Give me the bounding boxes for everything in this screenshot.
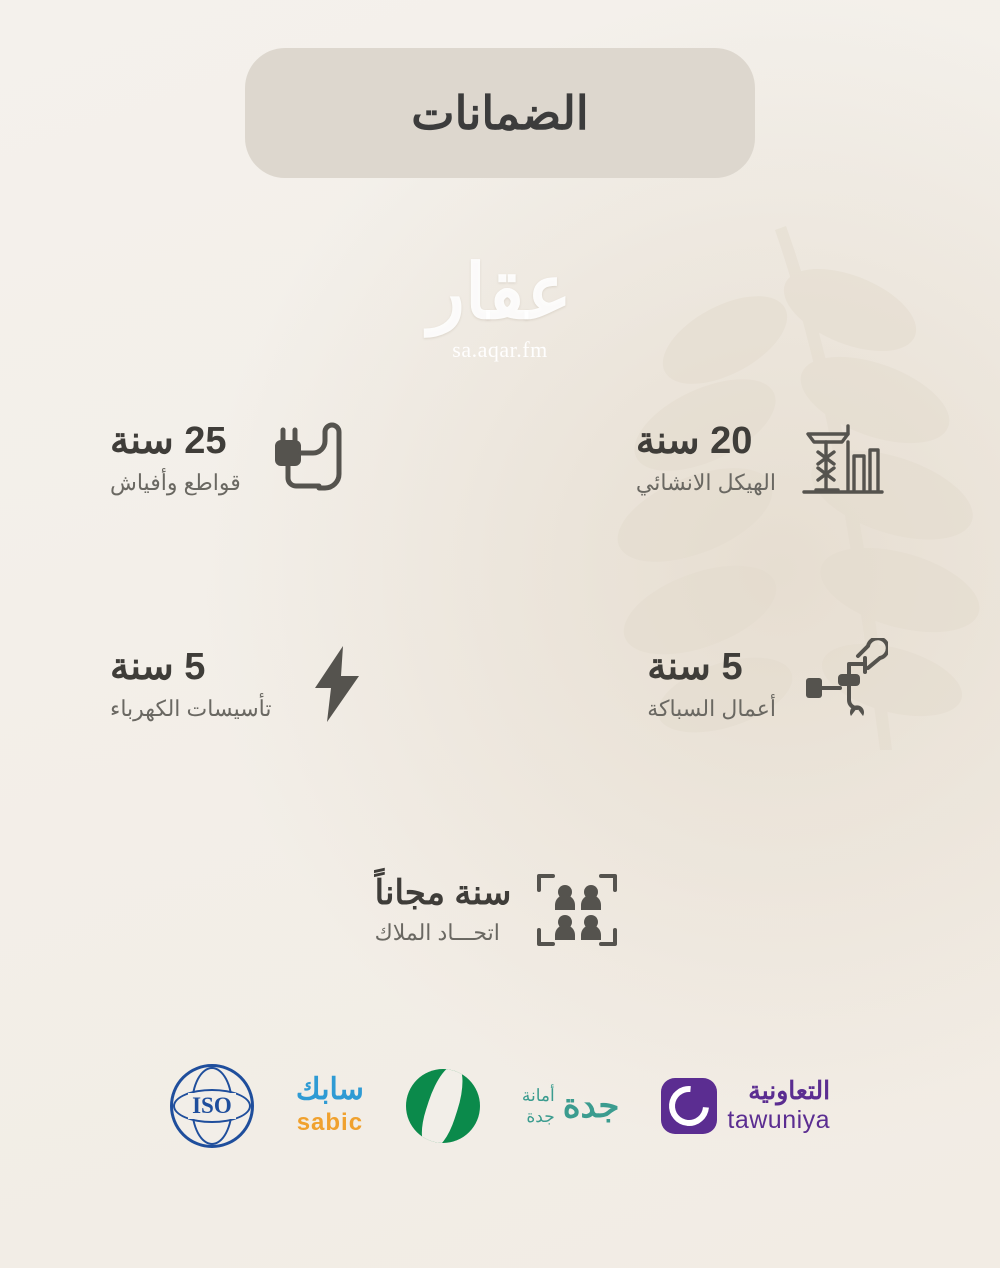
guarantees-list <box>0 410 1000 958</box>
guarantee-headline: سنة مجاناً <box>374 874 512 913</box>
guarantee-item-owners-association <box>375 862 626 958</box>
guarantee-subtitle: الهيكل الانشائي <box>635 469 776 495</box>
guarantee-item-structure <box>636 410 890 506</box>
guarantee-item-electrical-works <box>110 636 385 732</box>
guarantees-row-3 <box>110 862 890 958</box>
tawuniya-arabic-label: التعاونية <box>748 1077 831 1106</box>
page-title: الضمانات <box>411 87 589 139</box>
sabic-logo <box>296 1075 364 1137</box>
tawuniya-latin-label: tawuniya <box>727 1106 831 1134</box>
amanat-jeddah-line2: جدة <box>526 1107 555 1126</box>
faucet-wrench-icon <box>794 636 890 732</box>
power-plug-icon <box>259 410 355 506</box>
sabic-arabic-label: سابك <box>295 1073 364 1106</box>
amanat-jeddah-line1: أمانة <box>521 1085 555 1105</box>
guarantee-item-plumbing <box>647 636 890 732</box>
tawuniya-ring-shape <box>661 1078 717 1134</box>
owners-association-icon <box>529 862 625 958</box>
guarantee-subtitle: تأسيسات الكهرباء <box>110 695 272 721</box>
guarantee-subtitle: قواطع وأفياش <box>110 469 241 495</box>
lightning-bolt-icon <box>289 636 385 732</box>
watermark-logo-text: عقار <box>428 250 572 335</box>
guarantee-text-plumbing <box>647 646 776 722</box>
aramco-logo <box>406 1069 480 1143</box>
guarantees-row-2 <box>110 636 890 732</box>
tawuniya-mark-icon <box>661 1078 717 1134</box>
guarantee-text-electrical-works <box>110 646 271 722</box>
guarantee-subtitle: اتحـــاد الملاك <box>374 919 500 945</box>
crane-building-icon <box>794 410 890 506</box>
guarantees-row-1 <box>110 410 890 506</box>
guarantee-headline: 25 سنة <box>110 420 227 463</box>
guarantee-text-electrical-outlets <box>110 420 241 496</box>
partner-logos-strip <box>0 1064 1000 1148</box>
guarantee-item-electrical-outlets <box>110 410 355 506</box>
amanat-jeddah-logo <box>522 1085 620 1128</box>
amanat-jeddah-mark-icon: جدة <box>562 1088 620 1125</box>
guarantee-headline: 5 سنة <box>110 646 206 689</box>
tawuniya-logo <box>661 1077 830 1135</box>
iso-label: ISO <box>188 1093 236 1119</box>
watermark-url: sa.aqar.fm <box>452 337 548 362</box>
guarantee-subtitle: أعمال السباكة <box>647 695 776 721</box>
guarantee-headline: 20 سنة <box>635 420 753 463</box>
guarantee-text-owners-association <box>375 874 512 945</box>
page-title-pill <box>245 48 755 178</box>
iso-logo <box>170 1064 254 1148</box>
amanat-jeddah-label <box>522 1085 555 1128</box>
guarantee-text-structure <box>636 420 776 496</box>
tawuniya-label <box>727 1077 830 1135</box>
aqar-watermark <box>428 250 572 363</box>
sabic-latin-label: sabic <box>296 1109 364 1136</box>
iso-globe-icon <box>170 1064 254 1148</box>
aramco-mark-icon <box>406 1069 480 1143</box>
guarantee-headline: 5 سنة <box>647 646 743 689</box>
